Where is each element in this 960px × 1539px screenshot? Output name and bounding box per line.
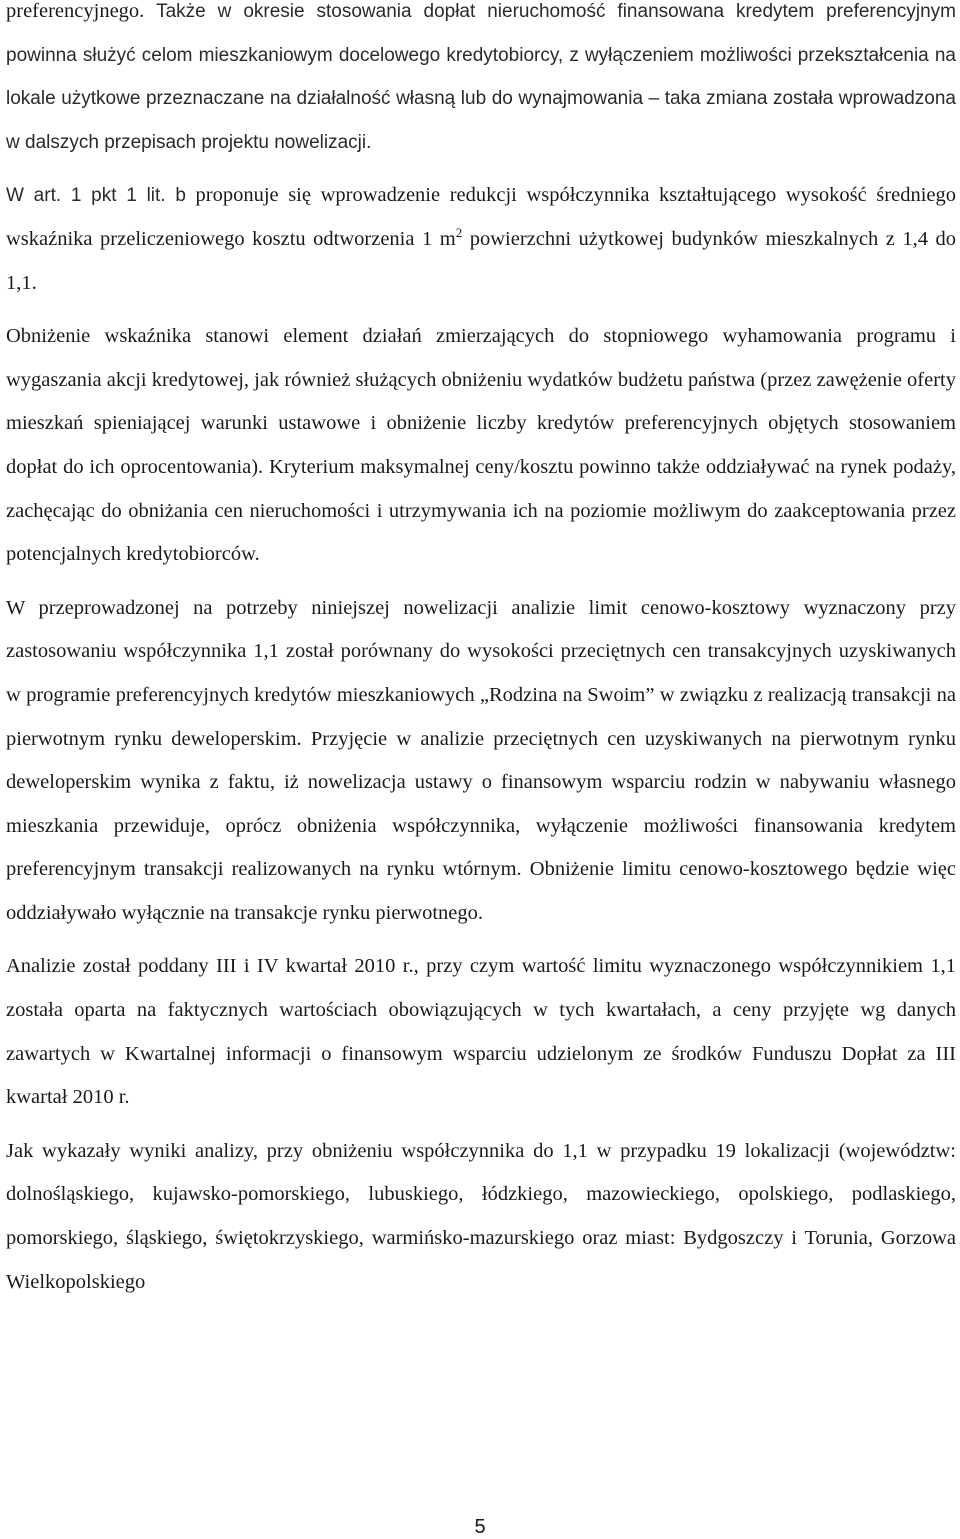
paragraph-1 <box>6 0 956 164</box>
paragraph-4 <box>6 587 956 936</box>
document-page <box>6 0 956 1314</box>
paragraph-2 <box>6 174 956 305</box>
paragraph-1-segment-2: Także w okresie stosowania dopłat nieruchomość finansowana kredytem preferencyjnym powinna służyć celom mieszkaniowym docelowego kredytobiorcy, z wyłączeniem możliwości przekształcenia na lokale użytkowe przeznaczane na działalność własną lub do wynajmowania – taka zmiana została wprowadzona w dalszych przepisach projektu nowelizacji. <box>6 1 957 153</box>
paragraph-3 <box>6 315 956 577</box>
paragraph-1-segment-1: preferencyjnego. <box>6 0 157 22</box>
superscript-2: 2 <box>455 225 463 241</box>
paragraph-5-text: Analizie został poddany III i IV kwartał 2010 r., przy czym wartość limitu wyznaczonego współczynnikiem 1,1 została oparta na faktycznych wartościach obowiązujących w tych kwartałach, a ceny przyjęte wg danych zawartych w Kwartalnej informacji o finansowym wsparciu udzielonym ze środków Funduszu Dopłat za III kwartał 2010 r. <box>6 955 956 1109</box>
paragraph-3-text: Obniżenie wskaźnika stanowi element działań zmierzających do stopniowego wyhamowania programu i wygaszania akcji kredytowej, jak również służących obniżeniu wydatków budżetu państwa (przez zawężenie oferty mieszkań spieniającej warunki ustawowe i obniżenie liczby kredytów preferencyjnych objętych stosowaniem dopłat do ich oprocentowania). Kryterium maksymalnej ceny/kosztu powinno także oddziaływać na rynek podaży, zachęcając do obniżania cen nieruchomości i utrzymywania ich na poziomie możliwym do zaakceptowania przez potencjalnych kredytobiorców. <box>6 325 956 566</box>
paragraph-6-text: Jak wykazały wyniki analizy, przy obniżeniu współczynnika do 1,1 w przypadku 19 lokalizacji (województw: dolnośląskiego, kujawsko-pomorskiego, lubuskiego, łódzkiego, mazowieckiego, opolskiego, podlaskiego, pomorskiego, śląskiego, świętokrzyskiego, warmińsko-mazurskiego oraz miast: Bydgoszczy i Torunia, Gorzowa Wielkopolskiego <box>6 1139 956 1293</box>
paragraph-5 <box>6 945 956 1119</box>
paragraph-2-segment-3: powierzchni użytkowej budynków mieszkalnych z 1,4 do 1,1. <box>6 227 957 294</box>
paragraph-4-text: W przeprowadzonej na potrzeby niniejszej nowelizacji analizie limit cenowo-kosztowy wyznaczony przy zastosowaniu współczynnika 1,1 został porównany do wysokości przeciętnych cen transakcyjnych uzyskiwanych w programie preferencyjnych kredytów mieszkaniowych „Rodzina na Swoim” w związku z realizacją transakcji na pierwotnym rynku deweloperskim. Przyjęcie w analizie przeciętnych cen uzyskiwanych na pierwotnym rynku deweloperskim wynika z faktu, iż nowelizacja ustawy o finansowym wsparciu rodzin w nabywaniu własnego mieszkania przewiduje, oprócz obniżenia współczynnika, wyłączenie możliwości finansowania kredytem preferencyjnym transakcji realizowanych na rynku wtórnym. Obniżenie limitu cenowo-kosztowego będzie więc oddziaływało wyłącznie na transakcje rynku pierwotnego. <box>6 596 956 924</box>
paragraph-2-segment-2: proponuje się wprowadzenie redukcji współczynnika kształtującego wysokość średniego wskaźnika przeliczeniowego kosztu odtworzenia 1 m <box>6 184 956 250</box>
page-number: 5 <box>474 1516 486 1538</box>
paragraph-6 <box>6 1130 956 1304</box>
paragraph-2-segment-1: W art. 1 pkt 1 lit. b <box>6 185 186 207</box>
